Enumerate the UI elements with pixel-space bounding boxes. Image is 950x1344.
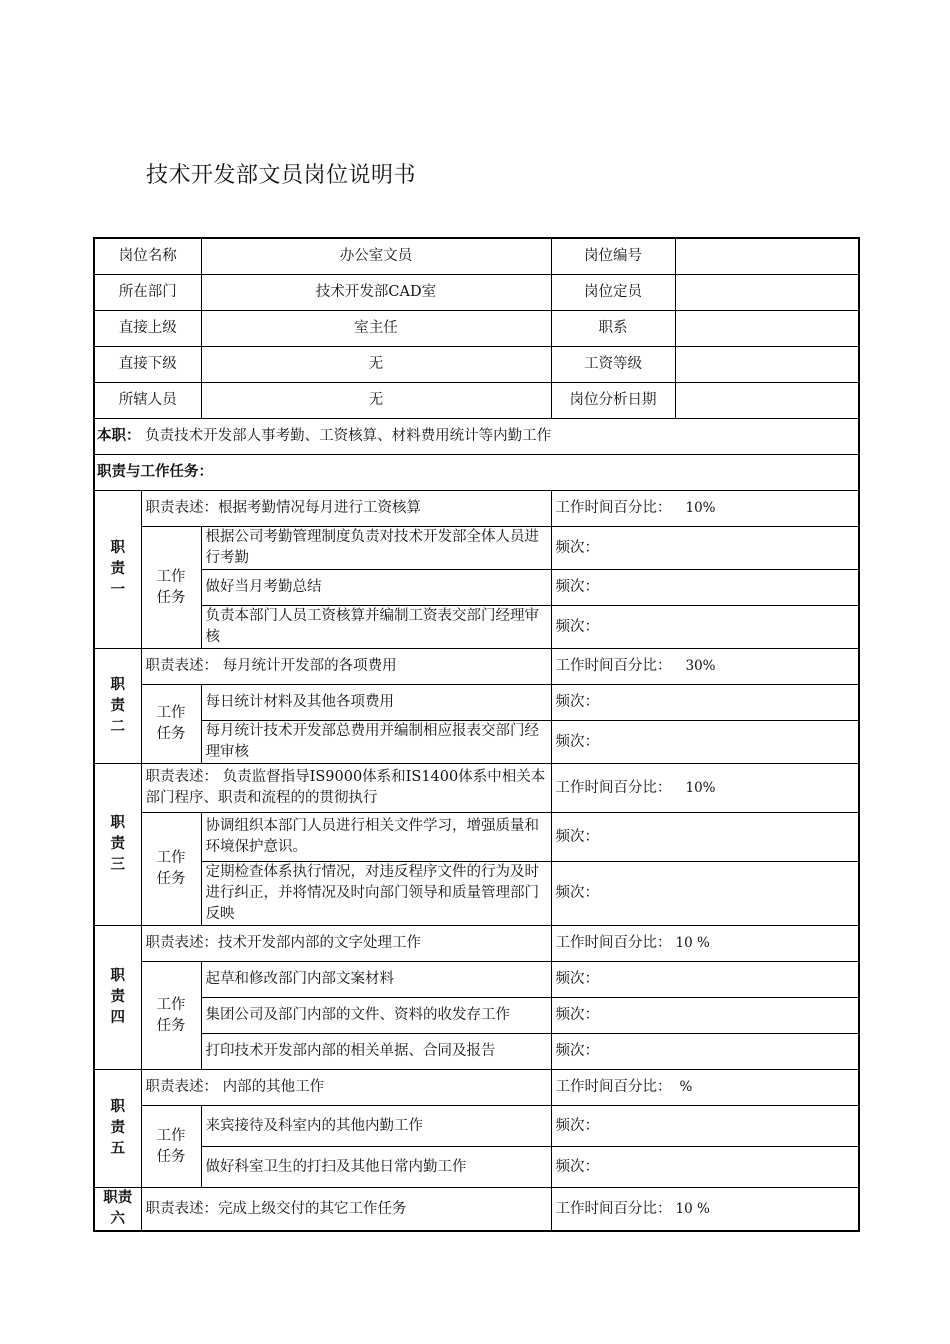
duty-1-task-1-frequency: 频次： <box>551 527 859 570</box>
duty-3-task-label: 工作 任务 <box>141 813 201 926</box>
duty-1-task-label: 工作 任务 <box>141 527 201 649</box>
duty-2-label: 职 责 二 <box>94 649 141 764</box>
duty-4-statement: 职责表述：技术开发部内部的文字处理工作 <box>141 926 551 962</box>
duty-1-task-3: 负责本部门人员工资核算并编制工资表交部门经理审核 <box>201 606 551 649</box>
position-code-label: 岗位编号 <box>551 238 675 275</box>
headcount-value <box>675 275 859 311</box>
duty-6-statement: 职责表述：完成上级交付的其它工作任务 <box>141 1188 551 1232</box>
duty-2-statement: 职责表述： 每月统计开发部的各项费用 <box>141 649 551 685</box>
duty-1-time-pct: 工作时间百分比： 10% <box>551 491 859 527</box>
position-name-value: 办公室文员 <box>201 238 551 275</box>
duty-4-task-3-frequency: 频次： <box>551 1034 859 1070</box>
duty-2-task-1-frequency: 频次： <box>551 685 859 721</box>
duty-5-task-2: 做好科室卫生的打扫及其他日常内勤工作 <box>201 1147 551 1188</box>
core-duty-row <box>94 419 859 455</box>
subordinate-label: 直接下级 <box>94 347 201 383</box>
duty-3-task-2: 定期检查体系执行情况，对违反程序文件的行为及时进行纠正，并将情况及时向部门领导和质量管理部门反映 <box>201 862 551 926</box>
duty-5-task-2-frequency: 频次： <box>551 1147 859 1188</box>
department-value: 技术开发部CAD室 <box>201 275 551 311</box>
position-name-label: 岗位名称 <box>94 238 201 275</box>
duty-5-task-label: 工作 任务 <box>141 1106 201 1188</box>
document-title: 技术开发部文员岗位说明书 <box>146 163 417 188</box>
duty-1-task-2-frequency: 频次： <box>551 570 859 606</box>
duty-3-statement: 职责表述： 负责监督指导IS9000体系和IS1400体系中相关本部门程序、职责和流程的的贯彻执行 <box>141 764 551 813</box>
duty-2-task-1: 每日统计材料及其他各项费用 <box>201 685 551 721</box>
subordinate-value: 无 <box>201 347 551 383</box>
duty-1-statement: 职责表述：根据考勤情况每月进行工资核算 <box>141 491 551 527</box>
department-label: 所在部门 <box>94 275 201 311</box>
duty-5-task-1-frequency: 频次： <box>551 1106 859 1147</box>
duty-4-task-3: 打印技术开发部内部的相关单据、合同及报告 <box>201 1034 551 1070</box>
duty-3-task-2-frequency: 频次： <box>551 862 859 926</box>
duty-4-task-2-frequency: 频次： <box>551 998 859 1034</box>
duty-1-task-1: 根据公司考勤管理制度负责对技术开发部全体人员进行考勤 <box>201 527 551 570</box>
duty-6-label: 职责 六 <box>94 1188 141 1232</box>
duty-5-task-1: 来宾接待及科室内的其他内勤工作 <box>201 1106 551 1147</box>
position-code-value <box>675 238 859 275</box>
duty-2-task-2-frequency: 频次： <box>551 721 859 764</box>
duty-6-time-pct: 工作时间百分比： 10 % <box>551 1188 859 1232</box>
duty-5-statement: 职责表述： 内部的其他工作 <box>141 1070 551 1106</box>
duty-1-task-2: 做好当月考勤总结 <box>201 570 551 606</box>
duty-1-task-3-frequency: 频次： <box>551 606 859 649</box>
duty-4-label: 职 责 四 <box>94 926 141 1070</box>
duty-4-task-1: 起草和修改部门内部文案材料 <box>201 962 551 998</box>
duty-2-time-pct: 工作时间百分比： 30% <box>551 649 859 685</box>
duty-4-task-label: 工作 任务 <box>141 962 201 1070</box>
duty-3-label: 职 责 三 <box>94 764 141 926</box>
duty-5-time-pct: 工作时间百分比： % <box>551 1070 859 1106</box>
headcount-label: 岗位定员 <box>551 275 675 311</box>
analysis-date-label: 岗位分析日期 <box>551 383 675 419</box>
duty-1-label: 职 责 一 <box>94 491 141 649</box>
job-family-value <box>675 311 859 347</box>
duty-4-time-pct: 工作时间百分比： 10 % <box>551 926 859 962</box>
duty-5-label: 职 责 五 <box>94 1070 141 1188</box>
superior-label: 直接上级 <box>94 311 201 347</box>
superior-value: 室主任 <box>201 311 551 347</box>
salary-grade-label: 工资等级 <box>551 347 675 383</box>
duty-4-task-2: 集团公司及部门内部的文件、资料的收发存工作 <box>201 998 551 1034</box>
duty-3-task-1: 协调组织本部门人员进行相关文件学习，增强质量和环境保护意识。 <box>201 813 551 862</box>
duty-3-task-1-frequency: 频次： <box>551 813 859 862</box>
analysis-date-value <box>675 383 859 419</box>
staff-value: 无 <box>201 383 551 419</box>
duty-2-task-label: 工作 任务 <box>141 685 201 764</box>
staff-label: 所辖人员 <box>94 383 201 419</box>
core-duty-label: 本职： <box>97 428 141 444</box>
duty-3-time-pct: 工作时间百分比： 10% <box>551 764 859 813</box>
job-family-label: 职系 <box>551 311 675 347</box>
salary-grade-value <box>675 347 859 383</box>
section-heading: 职责与工作任务： <box>94 455 859 491</box>
duty-2-task-2: 每月统计技术开发部总费用并编制相应报表交部门经理审核 <box>201 721 551 764</box>
core-duty-text: 负责技术开发部人事考勤、工资核算、材料费用统计等内勤工作 <box>145 428 552 444</box>
job-description-table <box>93 237 860 1232</box>
duty-4-task-1-frequency: 频次： <box>551 962 859 998</box>
